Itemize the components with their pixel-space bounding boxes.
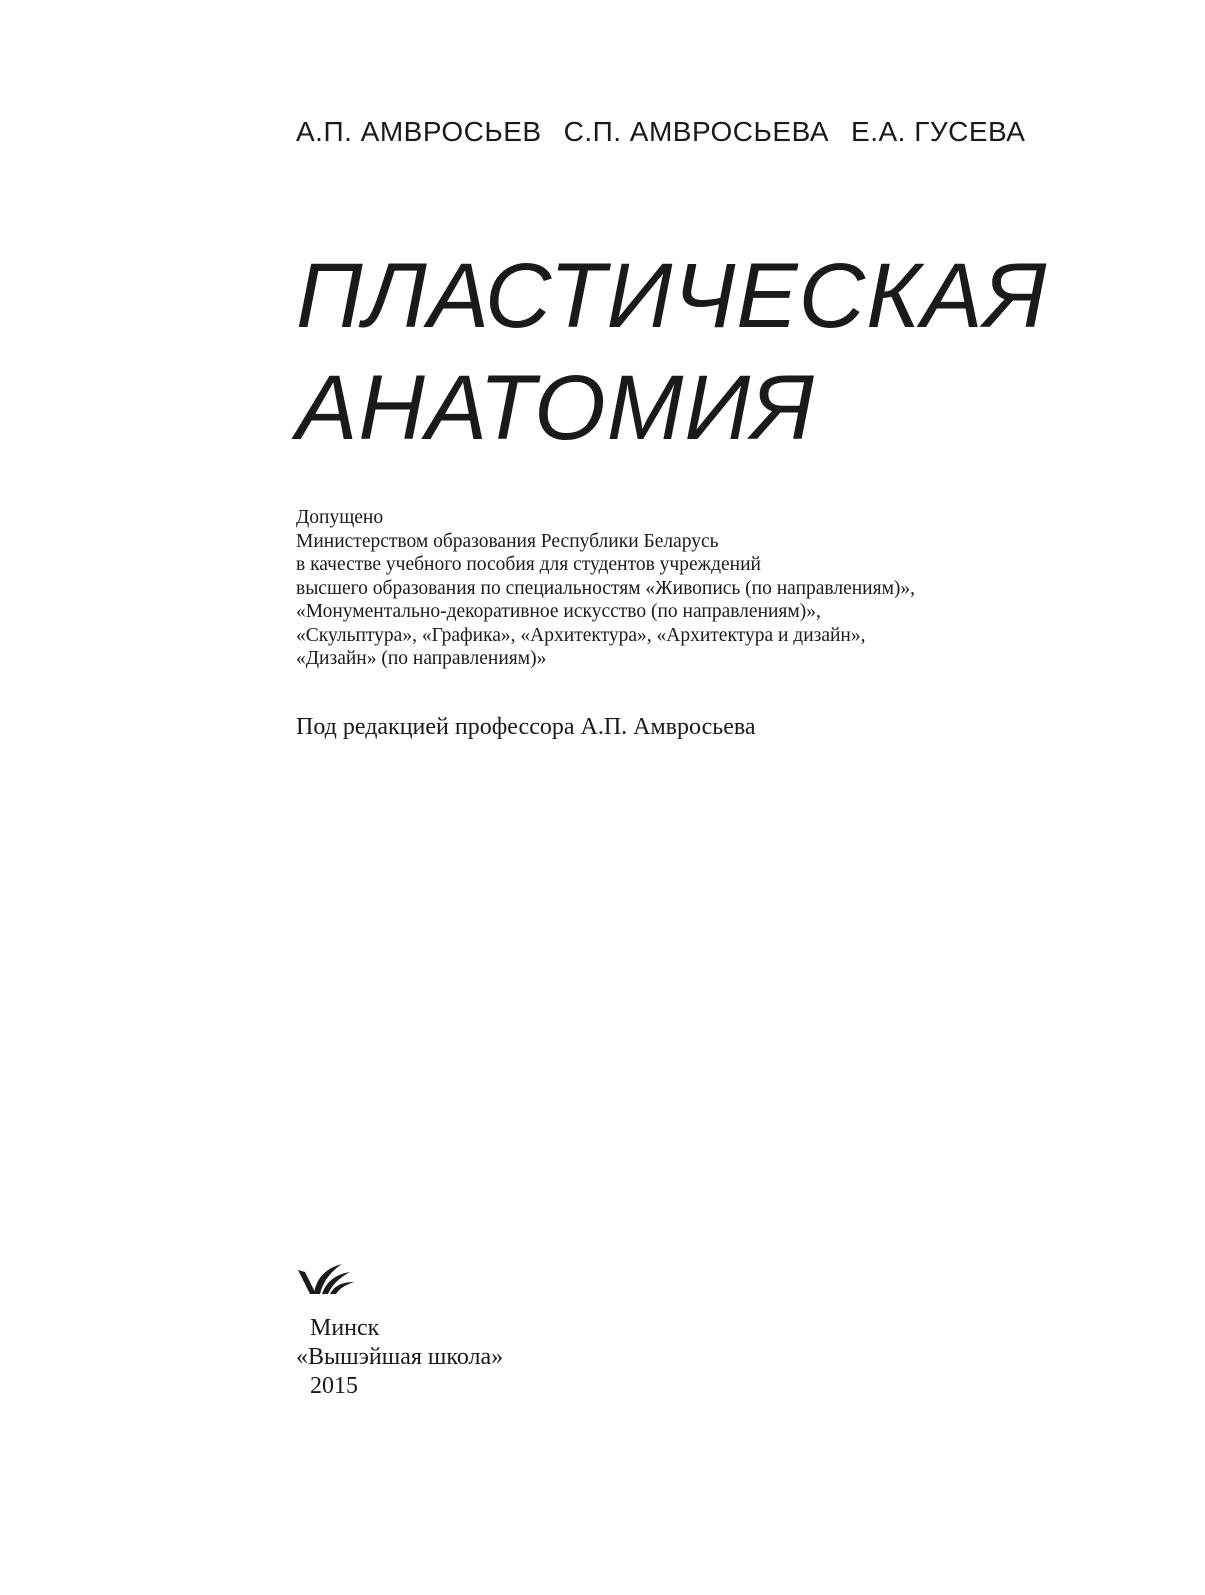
approval-line: «Дизайн» (по направлениям)» [296,648,547,669]
publisher-name: «Вышэйшая школа» [296,1344,504,1370]
publication-year: 2015 [310,1373,358,1399]
approval-statement [296,506,915,671]
approval-line: «Скульптура», «Графика», «Архитектура», «Архитектура и дизайн», [296,624,866,646]
editor-line: Под редакцией профессора А.П. Амвросьева [296,714,756,740]
vysheyshaya-shkola-logo-icon [296,1260,356,1300]
approval-line: Допущено [296,507,384,528]
authors [296,116,1025,148]
book-title-line-1: ПЛАСТИЧЕСКАЯ [296,245,1048,347]
book-title-line-2: АНАТОМИЯ [296,357,815,459]
publisher-city: Минск [310,1315,380,1341]
publisher-imprint [296,1314,503,1401]
approval-line: высшего образования по специальностям «Живопись (по направлениям)», [296,577,916,599]
author-2: С.П. АМВРОСЬЕВА [563,116,830,147]
book-title [296,240,1047,464]
approval-line: «Монументально-декоративное искусство (по направлениям)», [296,601,821,622]
approval-line: в качестве учебного пособия для студентов учреждений [296,554,761,575]
author-3: Е.А. ГУСЕВА [851,116,1026,147]
approval-line: Министерством образования Республики Беларусь [296,530,719,552]
author-1: А.П. АМВРОСЬЕВ [296,116,542,147]
